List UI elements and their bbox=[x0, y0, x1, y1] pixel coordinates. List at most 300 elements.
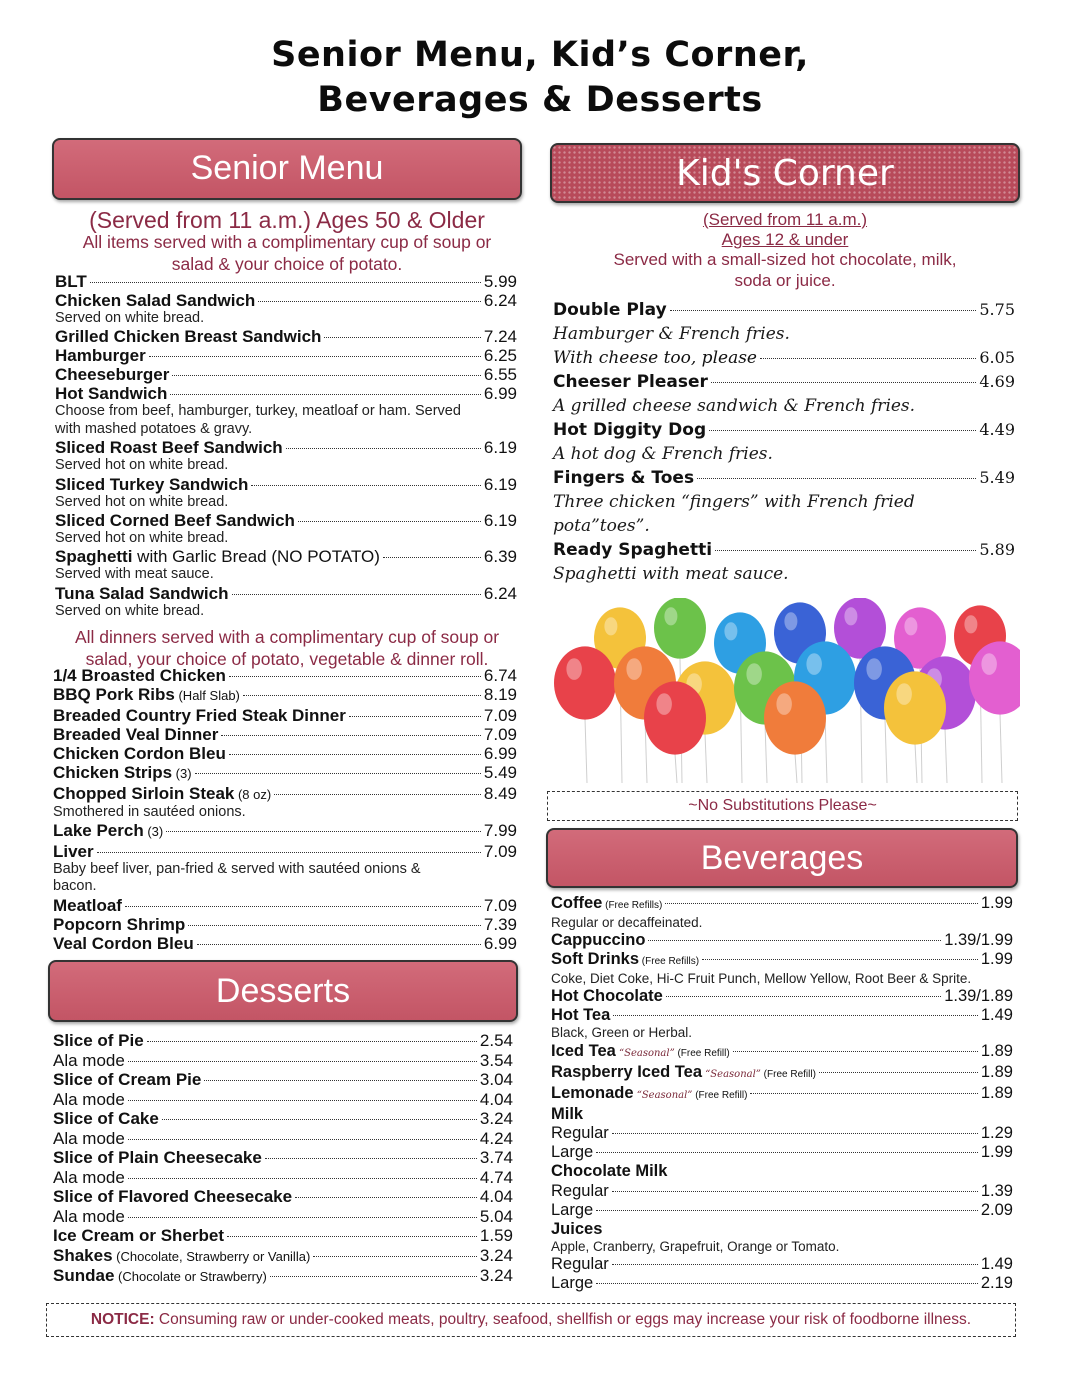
no-substitutions-text: ~No Substitutions Please~ bbox=[688, 797, 877, 814]
item-name bbox=[53, 1246, 310, 1267]
item-price: 5.49 bbox=[483, 763, 517, 783]
item-name-text: Grilled Chicken Breast Sandwich bbox=[55, 327, 322, 347]
item-price: 2.19 bbox=[980, 1274, 1013, 1293]
beverage-group-label: Juices bbox=[551, 1219, 603, 1238]
notice-text: Consuming raw or under-cooked meats, poultry, seafood, shellfish or eggs may increase your risk of foodborne illness. bbox=[154, 1311, 972, 1328]
item-name bbox=[551, 1084, 747, 1105]
kids-ages-note: Ages 12 & under bbox=[721, 230, 849, 249]
item-name-text: Large bbox=[551, 1143, 594, 1162]
leader-dots bbox=[648, 940, 941, 941]
kids-menu-list bbox=[553, 298, 1015, 586]
leader-dots bbox=[128, 1217, 477, 1218]
item-name bbox=[553, 466, 694, 490]
item-price: 2.09 bbox=[980, 1200, 1013, 1219]
leader-dots bbox=[313, 1256, 477, 1257]
item-name-text: Lake Perch bbox=[53, 821, 144, 841]
leader-dots bbox=[349, 716, 481, 717]
item-name bbox=[55, 584, 229, 603]
leader-dots bbox=[613, 1015, 978, 1016]
item-price: 1.89 bbox=[980, 1041, 1013, 1060]
item-name bbox=[53, 1090, 125, 1110]
leader-dots bbox=[128, 1100, 477, 1101]
item-name bbox=[551, 1124, 609, 1143]
item-name-text: Meatloaf bbox=[53, 895, 122, 915]
menu-row bbox=[551, 1274, 1013, 1293]
item-price: 1.39/1.89 bbox=[944, 987, 1013, 1006]
item-price: 5.49 bbox=[979, 468, 1015, 487]
leader-dots bbox=[750, 1093, 977, 1094]
menu-row bbox=[53, 1070, 513, 1090]
item-name-text: Ala mode bbox=[53, 1206, 125, 1226]
item-name-text: Spaghetti bbox=[55, 547, 133, 567]
balloon bbox=[884, 671, 946, 783]
item-price: 8.49 bbox=[483, 783, 517, 803]
kids-served-note: (Served from 11 a.m.) bbox=[702, 210, 868, 229]
item-name bbox=[553, 346, 757, 370]
balloons-illustration bbox=[545, 598, 1020, 783]
item-name-text: BLT bbox=[55, 272, 87, 291]
refill-tag: (Free Refills) bbox=[639, 956, 700, 968]
item-price: 3.54 bbox=[479, 1050, 513, 1070]
menu-row bbox=[55, 291, 517, 310]
item-price: 1.49 bbox=[980, 1255, 1013, 1274]
item-name-text: Chicken Salad Sandwich bbox=[55, 291, 256, 310]
leader-dots bbox=[298, 521, 481, 522]
item-description: Hamburger & French fries. bbox=[553, 324, 790, 344]
item-name bbox=[551, 894, 662, 915]
menu-row bbox=[53, 725, 517, 744]
leader-dots bbox=[195, 773, 481, 774]
item-price: 5.75 bbox=[979, 300, 1015, 319]
leader-dots bbox=[665, 903, 978, 904]
item-name-text: Breaded Veal Dinner bbox=[53, 724, 219, 744]
item-name bbox=[551, 1042, 730, 1063]
item-name-text: Chopped Sirloin Steak bbox=[53, 783, 235, 803]
item-name-text: Regular bbox=[551, 1124, 609, 1143]
item-name-text: Ala mode bbox=[53, 1128, 125, 1148]
item-name bbox=[55, 346, 146, 365]
leader-dots bbox=[251, 485, 481, 486]
leader-dots bbox=[274, 794, 481, 795]
item-name-text: Ala mode bbox=[53, 1089, 125, 1109]
leader-dots bbox=[197, 944, 481, 945]
item-name-text: Coffee bbox=[551, 894, 603, 912]
item-price: 6.39 bbox=[483, 547, 517, 567]
dessert-list bbox=[53, 1031, 513, 1287]
item-name bbox=[53, 842, 94, 861]
menu-row bbox=[551, 1201, 1013, 1220]
leader-dots bbox=[162, 1119, 477, 1120]
leader-dots bbox=[670, 310, 977, 311]
item-price: 3.24 bbox=[479, 1266, 513, 1285]
menu-row bbox=[53, 934, 517, 953]
item-description: Served with meat sauce. bbox=[55, 566, 214, 583]
item-name bbox=[53, 1226, 224, 1246]
menu-row bbox=[55, 272, 517, 291]
item-price: 6.19 bbox=[483, 474, 517, 494]
leader-dots bbox=[243, 695, 481, 696]
beverages-header: Beverages bbox=[700, 839, 864, 877]
menu-row bbox=[551, 1182, 1013, 1201]
item-name bbox=[55, 327, 321, 346]
leader-dots bbox=[383, 557, 481, 558]
item-name-text: Regular bbox=[551, 1181, 609, 1200]
senior-menu-header: Senior Menu bbox=[190, 149, 384, 187]
seasonal-tag: “Seasonal” bbox=[633, 1089, 693, 1101]
item-price: 7.09 bbox=[483, 724, 517, 744]
menu-title-line-2: Beverages & Desserts bbox=[317, 80, 763, 120]
leader-dots bbox=[170, 394, 481, 395]
menu-row bbox=[55, 384, 517, 403]
item-price: 6.24 bbox=[483, 291, 517, 310]
item-name bbox=[53, 896, 122, 915]
leader-dots bbox=[666, 996, 941, 997]
menu-row bbox=[53, 1090, 513, 1110]
desserts-banner bbox=[48, 960, 518, 1022]
item-name bbox=[53, 763, 192, 783]
notice-box bbox=[46, 1303, 1016, 1337]
item-name-text: Ice Cream or Sherbet bbox=[53, 1226, 225, 1245]
refill-tag: (Free Refill) bbox=[692, 1089, 748, 1101]
item-description: A hot dog & French fries. bbox=[553, 444, 773, 464]
kids-corner-banner bbox=[550, 143, 1020, 203]
item-price: 4.74 bbox=[479, 1167, 513, 1187]
item-price: 7.39 bbox=[483, 915, 517, 935]
leader-dots bbox=[258, 301, 481, 302]
item-name-text: Sundae bbox=[53, 1266, 115, 1285]
menu-row bbox=[53, 706, 517, 725]
leader-dots bbox=[229, 676, 481, 677]
item-name-text: Hot Diggity Dog bbox=[553, 420, 707, 440]
item-name bbox=[551, 1201, 593, 1220]
menu-row bbox=[53, 915, 517, 934]
menu-row bbox=[53, 1148, 513, 1168]
leader-dots bbox=[90, 282, 481, 283]
menu-row bbox=[553, 346, 1015, 370]
seasonal-tag: “Seasonal” bbox=[702, 1068, 761, 1080]
menu-row bbox=[53, 784, 517, 804]
item-name-text: Cheeseburger bbox=[55, 365, 170, 385]
leader-dots bbox=[612, 1133, 978, 1134]
item-description: Coke, Diet Coke, Hi-C Fruit Punch, Mellow Yellow, Root Beer & Sprite. bbox=[551, 971, 972, 987]
menu-row bbox=[53, 1246, 513, 1267]
menu-row bbox=[55, 511, 517, 530]
menu-row bbox=[551, 950, 1013, 971]
item-name-text: Slice of Cream Pie bbox=[53, 1070, 202, 1089]
beverage-group-desc: Apple, Cranberry, Grapefruit, Orange or Tomato. bbox=[551, 1239, 840, 1255]
leader-dots bbox=[324, 337, 480, 338]
leader-dots bbox=[295, 1197, 477, 1198]
item-price: 7.09 bbox=[483, 895, 517, 915]
refill-tag: (Free Refill) bbox=[760, 1068, 816, 1080]
menu-row bbox=[55, 547, 517, 566]
item-name-text: Ala mode bbox=[53, 1050, 125, 1070]
item-description-cont: with mashed potatoes & gravy. bbox=[55, 420, 253, 437]
item-name bbox=[53, 1168, 125, 1188]
item-name-text: Shakes bbox=[53, 1245, 113, 1265]
item-name-text: Regular bbox=[551, 1255, 609, 1274]
menu-row bbox=[553, 298, 1015, 322]
item-price: 6.99 bbox=[483, 744, 517, 764]
item-description-cont: pota”toes”. bbox=[553, 516, 650, 536]
item-name bbox=[551, 987, 663, 1006]
item-price: 7.24 bbox=[483, 327, 517, 347]
item-portion: (3) bbox=[143, 824, 164, 840]
item-description-cont: bacon. bbox=[53, 878, 97, 895]
leader-dots bbox=[221, 735, 481, 736]
menu-row bbox=[53, 1207, 513, 1227]
menu-row bbox=[551, 1143, 1013, 1162]
item-name bbox=[53, 1070, 201, 1090]
item-name-text: Large bbox=[551, 1200, 594, 1219]
item-description: Three chicken “fingers” with French fried bbox=[553, 492, 915, 512]
item-price: 6.19 bbox=[483, 510, 517, 530]
leader-dots bbox=[270, 1276, 477, 1277]
item-name-text: 1/4 Broasted Chicken bbox=[53, 666, 226, 685]
leader-dots bbox=[760, 358, 976, 359]
beverages-list bbox=[551, 894, 1013, 1293]
item-name bbox=[55, 272, 87, 291]
item-name-text: Breaded Country Fried Steak Dinner bbox=[53, 705, 346, 725]
item-price: 6.24 bbox=[483, 583, 517, 603]
refill-tag: (Free Refills) bbox=[602, 900, 663, 911]
desserts-header: Desserts bbox=[215, 972, 351, 1010]
item-price: 4.04 bbox=[479, 1089, 513, 1109]
item-name-text: Hamburger bbox=[55, 346, 146, 366]
item-name bbox=[53, 821, 163, 841]
menu-row bbox=[53, 1187, 513, 1207]
item-name-text: Raspberry Iced Tea bbox=[551, 1062, 703, 1081]
item-price: 6.25 bbox=[483, 346, 517, 366]
item-name-text: Veal Cordon Bleu bbox=[53, 934, 194, 954]
item-name-text: Soft Drinks bbox=[551, 950, 640, 969]
item-price: 1.39 bbox=[980, 1181, 1013, 1200]
leader-dots bbox=[596, 1283, 978, 1284]
item-name bbox=[55, 511, 295, 530]
senior-dinner-list bbox=[53, 666, 517, 954]
leader-dots bbox=[172, 375, 481, 376]
item-name bbox=[553, 298, 667, 322]
item-name-text: Sliced Roast Beef Sandwich bbox=[55, 438, 283, 458]
menu-row bbox=[551, 1006, 1013, 1025]
item-name bbox=[553, 370, 708, 394]
item-name-text: Fingers & Toes bbox=[553, 468, 695, 488]
item-name bbox=[53, 666, 226, 685]
item-portion: (3) bbox=[172, 766, 192, 782]
item-price: 1.99 bbox=[980, 1143, 1013, 1162]
item-name bbox=[55, 384, 167, 403]
item-description: Choose from beef, hamburger, turkey, meatloaf or ham. Served bbox=[55, 403, 461, 420]
item-name-text: With cheese too, please bbox=[553, 348, 757, 368]
item-name bbox=[53, 1051, 125, 1071]
leader-dots bbox=[819, 1072, 978, 1073]
item-price: 7.09 bbox=[483, 705, 517, 725]
leader-dots bbox=[188, 925, 481, 926]
leader-dots bbox=[715, 550, 976, 551]
item-name bbox=[53, 1266, 267, 1287]
item-name-text: Slice of Pie bbox=[53, 1031, 144, 1050]
item-name-text: Chicken Cordon Bleu bbox=[53, 744, 226, 764]
beverage-group-label: Chocolate Milk bbox=[551, 1162, 668, 1181]
menu-title-line-1: Senior Menu, Kid’s Corner, bbox=[271, 35, 809, 75]
menu-row bbox=[551, 931, 1013, 950]
refill-tag: (Free Refill) bbox=[674, 1047, 730, 1059]
leader-dots bbox=[166, 831, 481, 832]
leader-dots bbox=[204, 1080, 477, 1081]
item-name-text: Slice of Flavored Cheesecake bbox=[53, 1187, 293, 1206]
item-name bbox=[53, 1207, 125, 1227]
dinner-complimentary-note: All dinners served with a complimentary cup of soup or salad, your choice of potato, vegetable & dinner roll. bbox=[74, 627, 500, 669]
notice-label: NOTICE: bbox=[90, 1311, 155, 1328]
item-price: 3.04 bbox=[479, 1070, 513, 1089]
item-price: 6.99 bbox=[483, 384, 517, 404]
item-name bbox=[551, 1182, 609, 1201]
menu-row bbox=[551, 1084, 1013, 1105]
menu-row bbox=[55, 346, 517, 365]
item-portion: (Chocolate, Strawberry or Vanilla) bbox=[112, 1248, 311, 1264]
item-price: 4.04 bbox=[479, 1187, 513, 1206]
item-name bbox=[55, 438, 283, 457]
menu-row bbox=[53, 666, 517, 685]
item-description: Served hot on white bread. bbox=[55, 457, 229, 474]
item-price: 2.54 bbox=[479, 1031, 513, 1050]
item-name-text: Chicken Strips bbox=[53, 763, 173, 783]
item-name bbox=[551, 1143, 593, 1162]
item-name bbox=[551, 1274, 593, 1293]
menu-row bbox=[551, 1255, 1013, 1274]
item-price: 5.04 bbox=[479, 1206, 513, 1226]
item-price: 1.59 bbox=[479, 1226, 513, 1245]
menu-row bbox=[53, 744, 517, 763]
item-price: 3.24 bbox=[479, 1109, 513, 1128]
item-price: 4.24 bbox=[479, 1128, 513, 1148]
item-name-text: Hot Chocolate bbox=[551, 987, 663, 1006]
senior-served-note: (Served from 11 a.m.) Ages 50 & Older bbox=[89, 207, 485, 233]
menu-row bbox=[55, 584, 517, 603]
item-description: Black, Green or Herbal. bbox=[551, 1025, 693, 1041]
item-name bbox=[553, 418, 706, 442]
item-price: 1.99 bbox=[980, 950, 1013, 969]
item-price: 6.74 bbox=[483, 666, 517, 685]
menu-row bbox=[551, 894, 1013, 915]
no-substitutions-box bbox=[547, 791, 1018, 821]
item-price: 1.39/1.99 bbox=[944, 931, 1013, 950]
item-name-text: Ala mode bbox=[53, 1167, 125, 1187]
item-description: Served on white bread. bbox=[55, 602, 205, 619]
item-price: 1.29 bbox=[980, 1124, 1013, 1143]
leader-dots bbox=[612, 1191, 978, 1192]
leader-dots bbox=[286, 448, 481, 449]
item-price: 6.19 bbox=[483, 438, 517, 458]
item-name bbox=[53, 1109, 159, 1129]
item-name-text: Tuna Salad Sandwich bbox=[55, 583, 229, 603]
leader-dots bbox=[147, 1041, 477, 1042]
item-description: Baby beef liver, pan-fried & served with sautéed onions & bbox=[53, 861, 421, 878]
item-name bbox=[53, 685, 240, 705]
leader-dots bbox=[709, 430, 976, 431]
item-name bbox=[55, 365, 169, 384]
item-name bbox=[53, 915, 185, 934]
menu-row bbox=[53, 1226, 513, 1246]
balloon bbox=[764, 681, 826, 783]
menu-row bbox=[553, 418, 1015, 442]
item-name-text: Hot Tea bbox=[551, 1006, 611, 1025]
balloon bbox=[644, 681, 706, 783]
item-price: 1.89 bbox=[980, 1083, 1013, 1102]
item-price: 1.49 bbox=[980, 1006, 1013, 1025]
leader-dots bbox=[128, 1061, 477, 1062]
item-name bbox=[53, 934, 194, 953]
item-name-text: Popcorn Shrimp bbox=[53, 915, 186, 935]
leader-dots bbox=[596, 1152, 978, 1153]
item-portion: (Half Slab) bbox=[174, 688, 240, 704]
menu-row bbox=[551, 987, 1013, 1006]
menu-row bbox=[55, 475, 517, 494]
senior-menu-list bbox=[55, 272, 517, 620]
item-price: 3.24 bbox=[479, 1245, 513, 1265]
balloon bbox=[969, 641, 1020, 783]
item-name-text: Sliced Corned Beef Sandwich bbox=[55, 510, 295, 530]
kids-served-with-note: Served with a small-sized hot chocolate, milk, soda or juice. bbox=[613, 250, 957, 291]
item-name bbox=[55, 547, 380, 566]
leader-dots bbox=[612, 1264, 978, 1265]
item-price: 1.89 bbox=[980, 1062, 1013, 1081]
leader-dots bbox=[149, 356, 481, 357]
menu-row bbox=[53, 1168, 513, 1188]
menu-row bbox=[55, 327, 517, 346]
menu-row bbox=[53, 842, 517, 861]
menu-row bbox=[53, 685, 517, 705]
leader-dots bbox=[697, 478, 976, 479]
item-extra: with Garlic Bread (NO POTATO) bbox=[132, 547, 380, 567]
item-name bbox=[551, 950, 699, 971]
item-price: 8.19 bbox=[483, 685, 517, 705]
item-name bbox=[53, 725, 218, 744]
leader-dots bbox=[711, 382, 976, 383]
item-name-text: Sliced Turkey Sandwich bbox=[55, 474, 249, 494]
item-name bbox=[55, 475, 248, 494]
item-description: Smothered in sautéed onions. bbox=[53, 804, 246, 821]
menu-row bbox=[53, 763, 517, 783]
item-portion: (8 oz) bbox=[234, 786, 272, 802]
item-name-text: Cheeser Pleaser bbox=[553, 372, 708, 392]
menu-row bbox=[55, 438, 517, 457]
menu-row bbox=[553, 466, 1015, 490]
menu-row bbox=[553, 538, 1015, 562]
leader-dots bbox=[229, 754, 481, 755]
item-name bbox=[53, 1148, 262, 1168]
item-portion: (Chocolate or Strawberry) bbox=[114, 1269, 267, 1284]
menu-row bbox=[53, 1129, 513, 1149]
leader-dots bbox=[227, 1236, 477, 1237]
item-name bbox=[53, 1129, 125, 1149]
item-price: 5.99 bbox=[483, 272, 517, 291]
item-description: Regular or decaffeinated. bbox=[551, 915, 703, 930]
item-name bbox=[55, 291, 255, 310]
item-name-text: Slice of Plain Cheesecake bbox=[53, 1148, 262, 1167]
item-name bbox=[551, 1006, 610, 1025]
item-name bbox=[53, 744, 226, 763]
item-name-text: Hot Sandwich bbox=[55, 384, 168, 404]
leader-dots bbox=[232, 594, 481, 595]
item-name-text: Iced Tea bbox=[551, 1041, 616, 1060]
beverages-banner bbox=[546, 828, 1018, 888]
kids-corner-header: Kid's Corner bbox=[676, 153, 894, 194]
item-name bbox=[551, 931, 645, 950]
item-name-text: Lemonade bbox=[551, 1083, 634, 1102]
item-name bbox=[553, 538, 712, 562]
leader-dots bbox=[128, 1139, 477, 1140]
